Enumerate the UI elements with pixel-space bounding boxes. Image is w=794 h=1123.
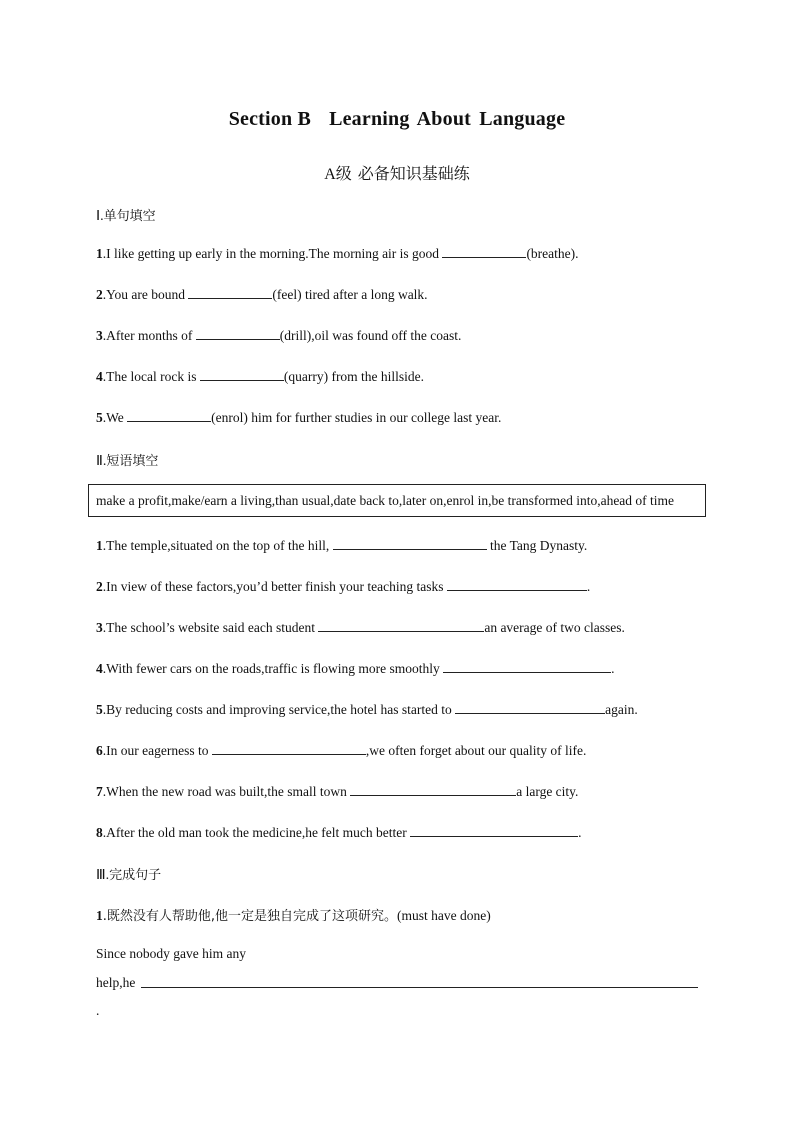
question-text-end: a large city. <box>516 784 579 799</box>
answer-blank[interactable] <box>196 327 280 340</box>
part1-label: 单句填空 <box>103 209 156 224</box>
question-number: 1 <box>96 908 103 923</box>
question-number: 4 <box>96 661 103 676</box>
question-number: 7 <box>96 784 103 799</box>
level-text: 必备知识基础练 <box>357 164 470 183</box>
question-text: .With fewer cars on the roads,traffic is flowing more smoothly <box>102 661 444 676</box>
answer-end-period: . <box>96 1003 100 1018</box>
part2-question-8 <box>96 824 582 841</box>
question-text-end: . <box>578 825 582 840</box>
question-hint: (quarry) from the hillside. <box>283 369 425 384</box>
question-hint: (breathe). <box>526 246 579 261</box>
question-number: 5 <box>96 410 103 425</box>
question-number: 4 <box>96 369 103 384</box>
part2-label: 短语填空 <box>106 454 159 469</box>
part2-question-4 <box>96 660 615 677</box>
question-number: 2 <box>96 579 103 594</box>
question-text: .After the old man took the medicine,he felt much better <box>102 825 411 840</box>
question-text: .The school’s website said each student <box>102 620 319 635</box>
question-text: .By reducing costs and improving service,the hotel has started to <box>102 702 456 717</box>
answer-blank[interactable] <box>442 245 526 258</box>
question-number: 3 <box>96 620 103 635</box>
question-text-end: . <box>586 579 591 594</box>
question-number: 1 <box>96 538 103 553</box>
part1-question-5 <box>96 409 501 426</box>
phrase-box <box>88 484 706 517</box>
question-text: .We <box>102 410 128 425</box>
question-text: .I like getting up early in the morning.The morning air is good <box>102 246 443 261</box>
part3-question-1 <box>96 905 491 924</box>
part2-question-7 <box>96 783 578 800</box>
question-hint: (drill),oil was found off the coast. <box>279 328 462 343</box>
part2-question-6 <box>96 742 586 759</box>
page-title <box>0 108 794 131</box>
question-number: 3 <box>96 328 103 343</box>
answer-blank[interactable] <box>318 619 484 632</box>
section-title: Learning About Language <box>329 108 566 130</box>
question-number: 1 <box>96 246 103 261</box>
answer-blank[interactable] <box>333 537 487 550</box>
question-text: .The local rock is <box>102 369 200 384</box>
answer-blank[interactable] <box>447 578 587 591</box>
question-text: .In view of these factors,you’d better finish your teaching tasks <box>102 579 447 594</box>
level-heading <box>0 161 794 184</box>
part3-label: 完成句子 <box>109 868 162 883</box>
question-number: 8 <box>96 825 103 840</box>
part1-question-4 <box>96 368 424 385</box>
part2-heading <box>96 450 158 470</box>
answer-blank[interactable] <box>212 742 366 755</box>
question-text-end: the Tang Dynasty. <box>486 538 588 553</box>
answer-blank[interactable] <box>188 286 272 299</box>
question-text: .When the new road was built,the small town <box>102 784 351 799</box>
part2-question-1 <box>96 537 587 554</box>
part2-question-5 <box>96 701 638 718</box>
part1-heading <box>96 205 156 225</box>
part1-roman: Ⅰ. <box>96 209 104 224</box>
question-text: .You are bound <box>102 287 189 302</box>
question-number: 2 <box>96 287 103 302</box>
part2-roman: Ⅱ. <box>96 454 107 469</box>
part3-roman: Ⅲ. <box>96 868 110 883</box>
answer-blank[interactable] <box>127 409 211 422</box>
answer-blank[interactable] <box>350 783 516 796</box>
question-hint: (enrol) him for further studies in our college last year. <box>211 410 502 425</box>
answer-line-2: help,he <box>96 975 136 990</box>
answer-blank[interactable] <box>443 660 611 673</box>
question-text-end: ,we often forget about our quality of life. <box>365 743 587 758</box>
question-number: 5 <box>96 702 103 717</box>
answer-line-1: Since nobody gave him any <box>96 946 246 961</box>
answer-blank-long[interactable] <box>141 987 698 988</box>
phrase-list: make a profit,make/earn a living,than usual,date back to,later on,enrol in,be transformed into,ahead of time <box>96 493 675 508</box>
level-letter: A级 <box>324 166 352 183</box>
part1-question-2 <box>96 286 428 303</box>
section-label: Section B <box>228 108 312 130</box>
question-hint: (feel) tired after a long walk. <box>272 287 428 302</box>
answer-blank[interactable] <box>455 701 605 714</box>
question-number: 6 <box>96 743 103 758</box>
part3-heading <box>96 864 161 884</box>
question-text: .The temple,situated on the top of the hill, <box>102 538 333 553</box>
answer-blank[interactable] <box>410 824 578 837</box>
part2-question-2 <box>96 578 590 595</box>
part1-question-1 <box>96 245 579 262</box>
question-text-end: . <box>611 661 615 676</box>
part1-question-3 <box>96 327 461 344</box>
answer-blank[interactable] <box>200 368 284 381</box>
question-text-end: an average of two classes. <box>484 620 625 635</box>
question-text: .In our eagerness to <box>102 743 212 758</box>
question-text-end: again. <box>605 702 638 717</box>
question-hint: (must have done) <box>397 908 491 923</box>
question-chinese: .既然没有人帮助他,他一定是独自完成了这项研究。 <box>102 909 398 924</box>
part2-question-3 <box>96 619 625 636</box>
question-text: .After months of <box>102 328 196 343</box>
